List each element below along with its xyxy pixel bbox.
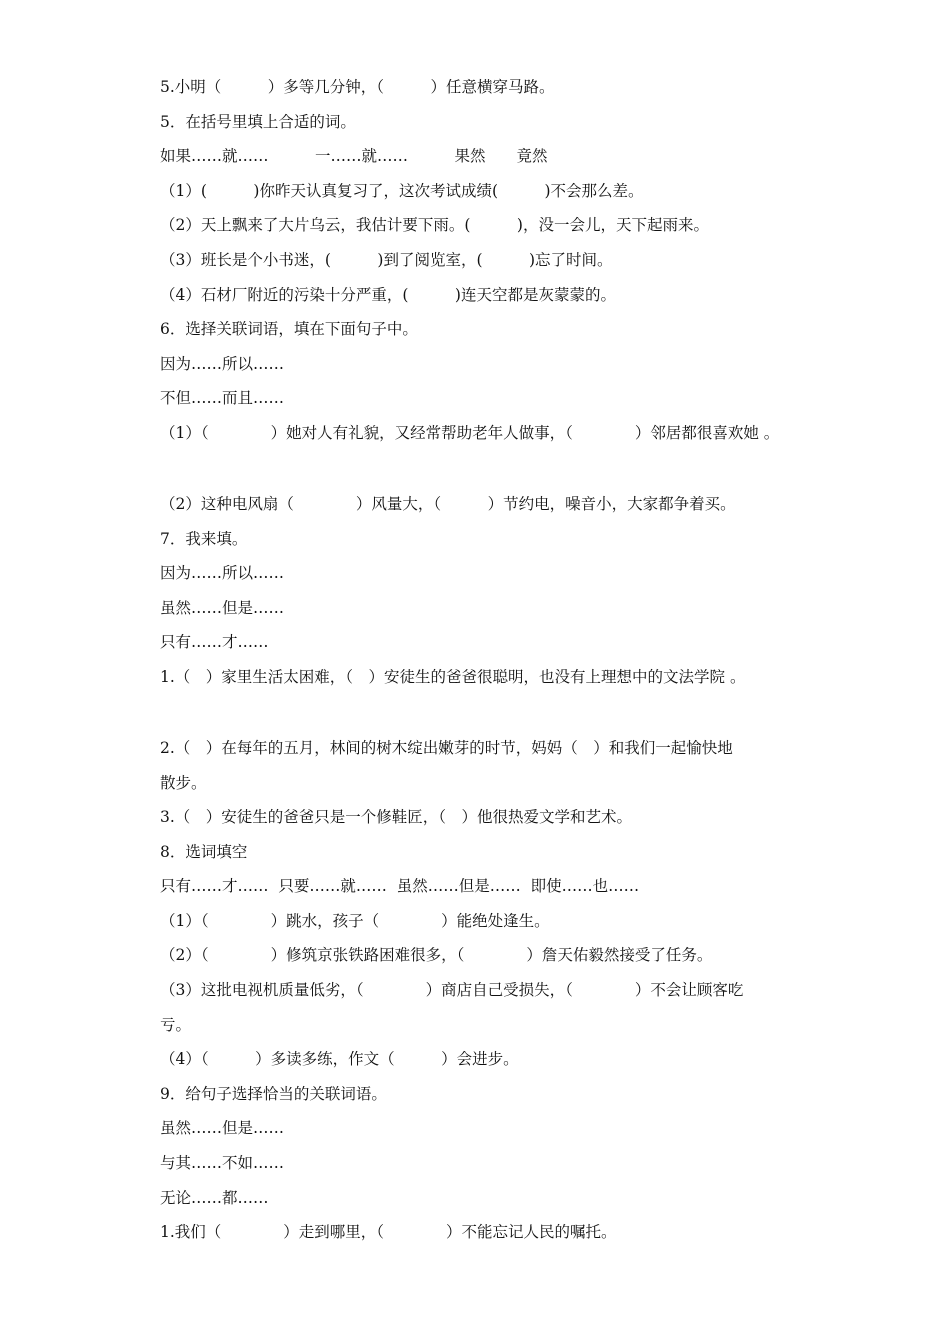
q5-word-bank: 如果……就…… 一……就…… 果然 竟然	[160, 147, 548, 166]
q7-option-2: 虽然……但是……	[160, 598, 285, 617]
q7-item-2: 2.（ ）在每年的五月，林间的树木绽出嫩芽的时节，妈妈（ ）和我们一起愉快地	[160, 738, 733, 757]
q9-option-2: 与其……不如……	[160, 1154, 285, 1173]
q7-option-3: 只有……才……	[160, 633, 269, 652]
q7-item-3: 3.（ ）安徒生的爸爸只是一个修鞋匠，（ ）他很热爱文学和艺术。	[160, 808, 633, 827]
q8-item-2: （2）（ ）修筑京张铁路困难很多，（ ）詹天佑毅然接受了任务。	[160, 946, 713, 965]
q8-item-3-continued: 亏。	[160, 1015, 192, 1034]
q8-item-4: （4）（ ）多读多练，作文（ ）会进步。	[160, 1050, 519, 1069]
q5-xiaoming-sentence: 5.小明（ ）多等几分钟，（ ）任意横穿马路。	[160, 78, 555, 96]
q6-heading: 6．选择关联词语，填在下面句子中。	[160, 320, 418, 339]
q9-heading: 9．给句子选择恰当的关联词语。	[160, 1084, 387, 1103]
worksheet-page	[160, 76, 820, 1243]
q6-item-2: （2）这种电风扇（ ）风量大，（ ）节约电，噪音小，大家都争着买。	[160, 494, 736, 513]
q9-option-1: 虽然……但是……	[160, 1119, 285, 1138]
q7-item-1: 1.（ ）家里生活太困难，（ ）安徒生的爸爸很聪明，也没有上理想中的文法学院 。	[160, 667, 746, 686]
q6-item-1: （1）（ ）她对人有礼貌，又经常帮助老年人做事，（ ）邻居都很喜欢她 。	[160, 423, 780, 442]
q9-item-1: 1.我们（ ）走到哪里，（ ）不能忘记人民的嘱托。	[160, 1223, 617, 1242]
q8-heading: 8．选词填空	[160, 842, 248, 861]
q7-heading: 7．我来填。	[160, 529, 248, 548]
q7-option-1: 因为……所以……	[160, 564, 285, 583]
q5-heading: 5．在括号里填上合适的词。	[160, 112, 356, 131]
q5-item-4: （4）石材厂附近的污染十分严重，( )连天空都是灰蒙蒙的。	[160, 285, 616, 304]
q6-option-2: 不但……而且……	[160, 389, 285, 408]
q8-item-3: （3）这批电视机质量低劣，（ ）商店自己受损失，（ ）不会让顾客吃	[160, 981, 744, 1000]
q8-item-1: （1）（ ）跳水，孩子（ ）能绝处逢生。	[160, 911, 550, 930]
q9-option-3: 无论……都……	[160, 1188, 269, 1207]
q5-item-3: （3）班长是个小书迷，( )到了阅览室，( )忘了时间。	[160, 250, 613, 269]
q8-word-bank: 只有……才…… 只要……就…… 虽然……但是…… 即使……也……	[160, 877, 640, 896]
q6-option-1: 因为……所以……	[160, 354, 285, 373]
q5-item-2: （2）天上飘来了大片乌云，我估计要下雨。( )，没一会儿，天下起雨来。	[160, 216, 709, 235]
q5-item-1: （1）( )你昨天认真复习了，这次考试成绩( )不会那么差。	[160, 181, 644, 200]
q7-item-2-continued: 散步。	[160, 773, 207, 792]
